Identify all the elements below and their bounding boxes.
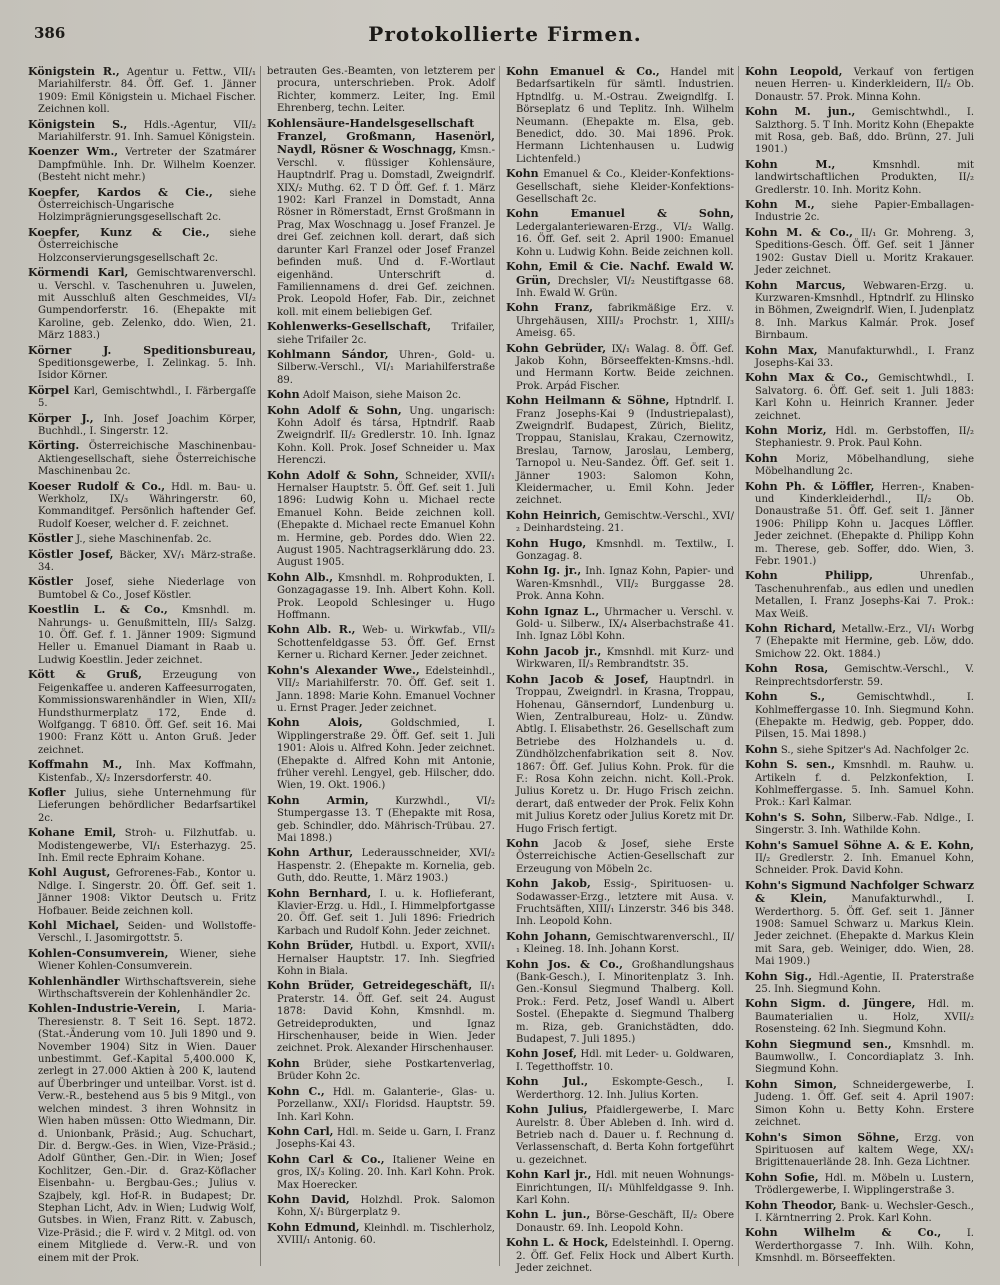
directory-entry [267,118,495,320]
firm-name: Kohl Michael, [28,919,120,932]
firm-details: Edelsteinhdl., VII/₂ Mariahilferstr. 70. Öff. Gef. seit 1. Jann. 1898: Marie Kohn. Emanuel Vochner u. Ernst Prager. Jeder zeichnet. [277,665,495,714]
firm-details: Kmsn.-Verschl. v. flüssiger Kohlensäure, Hauptndrlf. Prag u. Domstadl, Zweigndrlf. XIX/₂ Muthg. 62. T D Öff. Gef. f. 1. März 1902: Karl Franzel in Domstadt, Anna Rösner in Römerstadt, Ernst Großmann in Prag, Max Woschnagg u. Josef Franzel. Je drei Gef. zeichnen koll. derart, daß sich darunter Karl Franzel oder Josef Franzel befinden muß. Und d. F.-Wortlaut eigenhänd. Unterschrift d. Familiennamens d. drei Gef. zeichnen. Prok. Leopold Hofer, Fab. Dir., zeichnet koll. mit einem beliebigen Gef. [277,145,495,318]
firm-name: Kohn Richard, [745,622,837,636]
firm-name: Kohn Rosa, [745,662,829,676]
directory-entry [28,827,256,865]
firm-details: Speditionsgewerbe, I. Zelinkag. 5. Inh. Isidor Körner. [38,357,256,382]
directory-entry [745,1039,974,1077]
firm-details: Agentur u. Fettw., VII/₁ Mariahilferstr. 84. Öff. Gef. 1. Jänner 1909: Emil Königstein u. Michael Fischer. Zeichnen koll. [38,67,256,116]
firm-name: Kohn Karl jr., [506,1168,592,1182]
directory-entry [28,227,256,265]
firm-name: Kohn Jacob & Josef, [506,672,649,686]
directory-entry [745,106,974,157]
directory-entry [745,840,974,878]
directory-entry [267,66,495,116]
firm-details: Bäcker, XV/₁ März-straße. 34. [38,549,256,574]
firm-details: Schneidergewerbe, I. Judeng. 1. Öff. Gef. seit 4. April 1907: Simon Kohn u. Betty Kohn. Erstere zeichnet. [755,1079,974,1129]
firm-name: Koepfer, Kardos & Cie., [28,185,213,199]
firm-details: Josef, siehe Niederlage von Bumtobel & Co., Josef Köstler. [38,577,256,601]
firm-details: Trifailer, siehe Trifailer 2c. [277,322,495,346]
firm-name: Kohn [506,836,539,850]
directory-entry [506,838,734,876]
firm-name: Kohn Alb., [267,570,334,584]
firm-details: Metallw.-Erz., VI/₁ Worbg 7 (Ehepakte mit Hermine, geb. Löw, ddo. Smichow 22. Okt. 1884.) [755,624,974,660]
firm-details: Hdl. m. Galanterie-, Glas- u. Porzellanw., XXI/₁ Floridsd. Hauptstr. 59. Inh. Karl Kohn. [277,1086,495,1123]
firm-details: Gefrorenes-Fab., Kontor u. Ndlge. I. Singerstr. 20. Öff. Gef. seit 1. Jänner 1908: Viktor Deutsch u. Fritz Hofbauer. Beide zeichnen koll. [38,868,256,917]
firm-details: Ung. ungarisch: Kohn Adolf és társa, Hptndrlf. Raab Zweigndrlf. II/₂ Gredlerstr. 10. Inh. Ignaz Kohn. Koll. Prok. Josef Schneider u. Max Herenczi. [277,405,495,467]
firm-details: I. u. k. Hoflieferant, Klavier-Erzg. u. Hdl., I. Himmelpfortgasse 20. Öff. Gef. seit 1. Juli 1896: Friedrich Karbach und Rudolf Kohn. Jeder zeichnet. [277,888,495,937]
firm-details: Stroh- u. Filzhutfab. u. Modistengewerbe, VI/₁ Esterhazyg. 25. Inh. Emil recte Ephraim Kohane. [38,828,256,864]
firm-details: Manufakturwhdl., I. Werderthorg. 5. Öff. Gef. seit 1. Jänner 1908: Samuel Schwarz u. Markus Klein. Jeder zeichnet. (Ehepakte d. Markus Klein mit Sara, geb. Weiniger, ddo. Wien, 28. Mai 1909.) [755,894,974,968]
firm-details: Jacob & Josef, siehe Erste Österreichische Actien-Gesellschaft zur Erzeugung von Möbeln 2c. [516,838,734,875]
directory-entry [506,168,734,206]
firm-name: Kohn Carl, [267,1124,334,1138]
firm-details: Lederausschneider, XVI/₂ Haspenstr. 2. (Ehepakte m. Kornelia, geb. Guth, ddo. Reutte, 1. März 1903.) [277,848,495,885]
directory-entry [28,576,256,602]
firm-name: Kohn Brüder, [267,939,354,953]
running-head-title: Protokollierte Firmen. [368,22,642,46]
directory-entry [28,187,256,225]
firm-details: Vertreter der Szatmárer Dampfmühle. Inh. Dr. Wilhelm Koenzer. (Besteht nicht mehr.) [38,147,256,184]
firm-name: Kohn's Samuel Söhne A. & E. Kohn, [745,838,974,852]
firm-details: Karl, Gemischtwhdl., I. Färbergaſſe 5. [38,385,256,410]
firm-details: Uhrenfab., Taschenuhrenfab., aus edlen und unedlen Metallen, I. Franz Josephs-Kai 7. Prok.: Max Weiß. [755,571,974,620]
firm-name: Kohn S. sen., [745,758,836,772]
firm-details: Hauptndrl. in Troppau, Zweigndrl. in Krasna, Troppau, Hohenau, Gänserndorf, Lundenburg u. Wien, Zentralbureau, Holz- u. Zündw. Abtlg. I. Elisabethstr. 26. Gesellschaft zum Betriebe des Holzhandels u. d. Zündhölzchenfabrikation seit 8. Nov. 1867: Öff. Gef. Julius Kohn. Prok. für die F.: Rosa Kohn zeichn. nicht. Koll.-Prok. Julius Koretz u. Dr. Hugo Frisch zeichn. derart, daß entweder der Prok. Felix Kohn mit Julius Koretz oder Julius Koretz mit Dr. Hugo Frisch fertigt. [516,674,735,835]
firm-details: Adolf Maison, siehe Maison 2c. [302,390,462,402]
firm-details: Emanuel & Co., Kleider-Konfektions-Gesellschaft, siehe Kleider-Konfektions-Gesellschaft 2c. [516,169,734,206]
firm-name: Kohn Adolf & Sohn, [267,403,402,417]
firm-name: Königstein S., [28,117,128,131]
firm-name: Kohn M., [745,157,836,171]
directory-entry [506,302,734,340]
firm-details: Wirthschaftsverein, siehe Wirthschaftsverein der Kohlenhändler 2c. [38,976,256,1001]
directory-entry [745,481,974,569]
directory-entry [506,931,734,957]
firm-name: Kohl August, [28,866,111,880]
firm-details: Kmsnhdl. m. Baumwollw., I. Concordiaplatz 3. Inh. Siegmund Kohn. [755,1039,975,1076]
firm-name: Kohn [267,388,300,402]
firm-name: Kohn Alois, [267,716,363,730]
firm-name: Kohn Franz, [506,301,593,315]
firm-details: Gemischtw.-Verschl., XVI/₂ Deinhardsteing. 21. [516,510,734,535]
directory-entry [745,345,974,371]
firm-name: Koeser Rudolf & Co., [28,479,166,493]
directory-entry [745,425,974,451]
firm-details: Seiden- und Wollstoffe-Verschl., I. Jasomirgottstr. 5. [38,921,256,945]
directory-entry [267,624,495,662]
firm-details: Gemischtwhdl., I. Kohlmeffergasse 10. Inh. Siegmund Kohn. (Ehepakte m. Hedwig, geb. Popper, ddo. Pilsen, 15. Mai 1898.) [755,692,974,741]
directory-entry [506,646,734,672]
firm-name: Kohn Brüder, Getreidegeschäft, [267,979,473,993]
directory-entry [267,940,495,978]
firm-details: Web- u. Wirkwfab., VII/₂ Schottenfeldgasse 53. Öff. Gef. Ernst Kerner u. Richard Kerner. Jeder zeichnet. [277,625,495,662]
directory-entry [506,674,734,836]
directory-entry [745,812,974,838]
directory-entry [745,372,974,423]
firm-name: Kohn L. & Hock, [506,1236,609,1250]
directory-entry [28,948,256,974]
firm-name: Kohn Leopold, [745,65,843,78]
firm-details: Webwaren-Erzg. u. Kurzwaren-Kmsnhdl., Hptndrlf. zu Hlinsko in Böhmen, Zweigndrlf. Wien, I. Judenplatz 8. Inh. Markus Kalmár. Prok. Josef Birnbaum. [755,280,974,342]
firm-details: Inh. Ignaz Kohn, Papier- und Waren-Kmsnhdl., VII/₂ Burggasse 28. Prok. Anna Kohn. [516,566,734,603]
firm-details: Gemischtwhdl., I. Salzthorg. 5. T Inh. Moritz Kohn (Ehepakte mit Rosa, geb. Baß, ddo. Brünn, 27. Juli 1901.) [755,107,974,156]
firm-name: Kohn Moriz, [745,423,827,437]
directory-entry [745,159,974,197]
firm-name: Kohn Josef, [506,1047,577,1061]
firm-details: Kmsnhdl. m. Rauhw. u. Artikeln f. d. Pelzkonfektion, I. Kohlmeffergasse. 5. Inh. Samuel Kohn. Prok.: Karl Kalmar. [755,760,974,809]
firm-details: Handel mit Bedarfsartikeln für sämtl. Industrien. Hptndlfg. u. M.-Ostrau. Zweigndlfg. I. Börseplatz 6 und Teplitz. Inh. Wilhelm Neumann. (Ehepakte m. Elsa, geb. Benedict, ddo. 30. Mai 1896. Prok. Hermann Lichtenhausen u. Ludwig Lichtenfeld.) [516,67,734,165]
directory-entry [745,1200,974,1226]
directory-entry [267,795,495,846]
firm-details: Erzg. von Spirituosen auf kaltem Wege, XX/₁ Brigittenauerlände 28. Inh. Geza Lichtner. [755,1132,975,1169]
firm-details: Kmsnhdl. mit Kurz- und Wirkwaren, II/₃ Rembrandtstr. 35. [516,646,734,671]
directory-entry [506,538,734,564]
firm-name: Kohn Jacob jr., [506,644,602,658]
firm-details: Kurzwhdl., VI/₂ Stumpergasse 13. T (Ehepakte mit Rosa, geb. Schindler, ddo. Mährisch-Trübau. 27. Mai 1898.) [277,795,495,844]
firm-name: Kohn's Sigmund Nachfolger Schwarz & Klein, [745,878,974,906]
firm-name: Königstein R., [28,65,120,78]
firm-name: Körpel [28,383,70,397]
column-4 [745,66,978,1266]
firm-details: Manufakturwhdl., I. Franz Josephs-Kai 33. [755,345,974,369]
directory-entry [267,349,495,387]
directory-entry [267,389,495,402]
firm-name: Köstler [28,532,73,546]
column-1 [28,66,261,1266]
directory-entry [506,959,734,1047]
firm-details: Hdl. m. Bau- u. Werkholz, IX/₃ Währingerstr. 60, Kommanditgef. Persönlich haftender Gef. Rudolf Koeser, welcher d. F. zeichnet. [38,481,256,530]
directory-entry [745,998,974,1036]
directory-entry [28,345,256,383]
directory-entry [506,1076,734,1102]
firm-details: II/₂ Gredlerstr. 2. Inh. Emanuel Kohn, Schneider. Prok. David Kohn. [755,852,974,877]
firm-details: Hdl. m. Seide u. Garn, I. Franz Josephs-Kai 43. [277,1126,495,1151]
firm-details: Uhren-, Gold- u. Silberw.-Verschl., VI/₁ Mariahilferstraße 89. [277,349,495,386]
firm-details: Pfaidlergewerbe, I. Marc Aurelstr. 8. Über Ableben d. Inh. wird d. Betrieb nach d. Dauer u. f. Rechnung d. Verlassenschaft, d. Berta Kohn fortgeführt u. gezeichnet. [516,1105,734,1166]
firm-details: Gemischtwarenverschl. u. Verschl. v. Taschenuhren u. Juwelen, mit Ausschluß alten Geschmeides, VI/₂ Gumpendorferstr. 16. (Ehepakte mit Karoline, geb. Zelenko, ddo. Wien, 21. März 1883.) [38,268,256,342]
firm-name: Kohn Bernhard, [267,886,372,900]
directory-entry [28,440,256,478]
firm-details: II/₁ Praterstr. 14. Öff. Gef. seit 24. August 1878: David Kohn, Kmsnhdl. m. Getreideprodukten, und Ignaz Hirschenhauser, beide in Wien. Jeder zeichnet. Prok. Alexander Hirschenhauser. [277,981,495,1055]
firm-name: Kohn M., [745,198,815,212]
firm-name: Kohn Hugo, [506,536,587,550]
firm-details: S., siehe Spitzer's Ad. Nachfolger 2c. [780,744,970,756]
directory-entry [267,717,495,792]
directory-entry [267,1154,495,1192]
firm-name: Kohn Simon, [745,1077,837,1091]
directory-entry [745,453,974,479]
firm-details: Gemischtwarenverschl., II/₁ Kleineg. 18. Inh. Johann Korst. [516,931,734,956]
directory-entry [506,510,734,536]
directory-entry [745,691,974,742]
firm-details: Hdl. m. Baumaterialien u. Holz, XVII/₂ Rosensteing. 62 Inh. Siegmund Kohn. [755,999,974,1036]
firm-details: Italiener Weine en gros, IX/₃ Koling. 20. Inh. Karl Kohn. Prok. Max Hoerecker. [277,1154,495,1191]
directory-entry [506,1048,734,1074]
firm-name: Kohn M. & Co., [745,225,854,239]
firm-details: Kmsnhdl. mit landwirtschaftlichen Produkten, II/₂ Gredlerstr. 10. Inh. Moritz Kohn. [755,159,974,196]
directory-entry [745,227,974,278]
firm-name: Kohn Julius, [506,1103,588,1117]
firm-details: Edelsteinhdl. I. Operng. 2. Öff. Gef. Felix Hock und Albert Kurth. Jeder zeichnet. [516,1238,734,1274]
firm-details: Börse-Geschäft, II/₂ Obere Donaustr. 69. Inh. Leopold Kohn. [516,1210,734,1234]
firm-name: Kohn Wilhelm & Co., [745,1226,942,1240]
directory-entry [28,604,256,667]
firm-details: Gemischtwhdl., I. Salvatorg. 6. Öff. Gef. seit 1. Juli 1883: Karl Kohn u. Heinrich Kranner. Jeder zeichnet. [755,373,974,422]
firm-details: Verkauf von fertigen neuen Herren- u. Kinderkleidern, II/₂ Ob. Donaustr. 57. Prok. Minna Kohn. [755,67,975,103]
firm-name: Kohlenhändler [28,974,120,988]
firm-name: Kohn's Simon Söhne, [745,1130,900,1144]
firm-details: Erzeugung von Feigenkaffee u. anderen Kaffeesurrogaten, Kommissionswarenhändler in Wien, XII/₂ Hundsthurmerplatz 172, Ende d. Wolfgangg. T 6810. Öff. Gef. seit 16. Mai 1900: Franz Kött u. Anton Gruß. Jeder zeichnet. [38,670,256,756]
directory-entry [506,208,734,259]
directory-entry [506,1209,734,1235]
directory-entry [267,1086,495,1124]
firm-name: Kohn Marcus, [745,278,846,292]
directory-entry [28,1003,256,1265]
firm-name: Kohn's Alexander Wwe., [267,663,420,677]
firm-details: Silberw.-Fab. Ndlge., I. Singerstr. 3. Inh. Wathilde Kohn. [755,812,975,837]
directory-entry [745,623,974,661]
firm-name: Kohn Johann, [506,929,592,943]
directory-entry [745,880,974,969]
directory-entry [745,663,974,689]
firm-details: Hdl.-Agentie, II. Praterstraße 25. Inh. Siegmund Kohn. [755,971,974,996]
directory-entry [745,1079,974,1130]
firm-name: Kohlensäure-Handelsgesellschaft Franzel, Großmann, Hasenörl, Naydl, Rösner & Woschnagg, [267,116,495,157]
firm-details: siehe Österreichische Holzconservierungsgesellschaft 2c. [38,227,256,264]
firm-details: Hutbdl. u. Export, XVII/₁ Hernalser Hauptstr. 17. Inh. Siegfried Kohn in Biala. [277,941,496,978]
directory-entry [28,533,256,546]
firm-details: Uhrmacher u. Verschl. v. Gold- u. Silberw., IX/₄ Alserbachstraße 41. Inh. Ignaz Löbl Kohn. [516,606,734,643]
firm-name: Körmendi Karl, [28,266,129,280]
firm-details: Bank- u. Wechsler-Gesch., I. Kärntnerring 2. Prok. Karl Kohn. [755,1200,974,1224]
directory-entry [506,606,734,644]
firm-details: Inh. Josef Joachim Körper, Buchhdl., I. Singerstr. 12. [38,413,256,437]
firm-details: Drechsler, VI/₂ Neustiftgasse 68. Inh. Ewald W. Grün. [516,275,734,299]
firm-details: Hptndrlf. I. Franz Josephs-Kai 9 (Industriepalast), Zweigndrlf. Budapest, Zürich, Bielitz, Troppau, Stanislau, Krakau, Czernowitz, Breslau, Tarnow, Jaroslau, Lemberg, Tarnopol u. Neu-Sandez. Öff. Gef. seit 1. Jänner 1903: Salomon Kohn, Kleidermacher, u. Emil Kohn. Jeder zeichnet. [516,396,734,507]
firm-name: Kohlen-Industrie-Verein, [28,1002,181,1016]
firm-details: Julius, siehe Unternehmung für Lieferungen behördlicher Bedarfsartikel 2c. [38,787,257,824]
directory-entry [267,1194,495,1220]
firm-details: Gemischtw.-Verschl., V. Reinprechtsdorferstr. 59. [755,664,975,688]
firm-name: Körting. [28,439,80,453]
firm-name: Koenzer Wm., [28,145,119,159]
firm-details: Großhandlungshaus (Bank-Gesch.), I. Minoritenplatz 3. Inh. Gen.-Konsul Siegmund Thalberg. Koll. Prok.: Ferd. Petz, Josef Wandl u. Albert Sostel. (Ehepakte d. Siegmund Thalberg m. Riza, geb. Granichstädten, ddo. Budapest, 7. Juli 1895.) [516,959,734,1046]
firm-details: Schneider, XVII/₁ Hernalser Hauptstr. 5. Öff. Gef. seit 1. Juli 1896: Ludwig Kohn u. Michael recte Emanuel Kohn. Beide zeichnen koll. (Ehepakte d. Michael recte Emanuel Kohn m. Hermine, geb. Pordes ddo. Wien 22. August 1905. Nachtragserklärung ddo. 23. August 1905. [277,470,495,569]
firm-details: Hdls.-Agentur, VII/₂ Mariahilferstr. 91. Inh. Samuel Königstein. [38,119,256,144]
directory-entry [267,980,495,1055]
directory-entry [28,549,256,575]
firm-name: Kohn, Emil & Cie. Nachf. Ewald W. Grün, [506,260,734,287]
firm-details: IX/₁ Walag. 8. Öff. Gef. Jakob Kohn, Börseeffekten-Kmsns.-hdl. und Hermann Kortw. Beide zeichnen. Prok. Arpád Fischer. [516,343,735,392]
directory-entry [745,1132,974,1170]
firm-name: Kohn C., [267,1084,325,1098]
firm-name: Kohn Sigm. d. Jüngere, [745,997,916,1011]
page-number: 386 [34,24,66,42]
firm-details: Eskompte-Gesch., I. Werderthorg. 12. Inh. Julius Korten. [516,1077,734,1101]
directory-entry [28,385,256,411]
firm-details: Moriz, Möbelhandlung, siehe Möbelhandlung 2c. [755,453,974,478]
firm-details: fabrikmäßige Erz. v. Uhrgehäusen, XIII/₃ Prochstr. 1, XIII/₃ Ameisg. 65. [516,303,734,340]
directory-entry [28,867,256,918]
firm-name: Kohn Alb. R., [267,623,356,637]
directory-entry [745,66,974,104]
directory-entry [267,1126,495,1152]
firm-details: Hdl. m. Gerbstoffen, II/₂ Stephaniestr. 9. Prok. Paul Kohn. [755,425,974,450]
directory-entry [28,119,256,145]
firm-name: Kohn Theodor, [745,1198,837,1212]
firm-name: Kohn Max & Co., [745,371,869,385]
firm-details: Hdl. m. Möbeln u. Lustern, Trödlergewerbe, I. Wipplingerstraße 3. [755,1172,974,1197]
firm-name: Kohn Jos. & Co., [506,957,623,971]
directory-entry [745,1227,974,1265]
directory-entry [745,199,974,225]
directory-entry [267,847,495,885]
directory-entry [506,66,734,166]
directory-entry [506,1169,734,1207]
firm-name: Kohn's S. Sohn, [745,810,847,824]
firm-name: Kohn Ignaz L., [506,604,600,618]
directory-entry [745,1172,974,1198]
directory-entry [28,481,256,532]
firm-name: Kohn Emanuel & Sohn, [506,207,734,221]
directory-entry [267,1222,495,1248]
directory-entry [28,787,256,825]
firm-name: Kohn Heinrich, [506,508,601,522]
directory-entry [506,565,734,603]
firm-details: Kmsnhdl. m. Nahrungs- u. Genußmitteln, III/₃ Salzg. 10. Öff. Gef. f. 1. Jänner 1909: Sigmund Heller u. Emanuel Diamant in Raab u. Ludwig Koestlin. Jeder zeichnet. [38,605,256,666]
firm-details: Kleinhdl. m. Tischlerholz, XVIII/₁ Antonig. 60. [277,1222,495,1247]
firm-details: Brüder, siehe Postkartenverlag, Brüder Kohn 2c. [277,1058,495,1083]
firm-name: Koepfer, Kunz & Cie., [28,225,210,239]
firm-details: Kmsnhdl. m. Rohprodukten, I. Gonzagagasse 19. Inh. Albert Kohn. Koll. Prok. Leopold Schlesinger u. Hugo Hoffmann. [277,572,495,622]
firm-name: Kohlenwerks-Gesellschaft, [267,320,432,334]
firm-name: Kohn [745,742,778,756]
directory-entry [28,976,256,1002]
firm-name: Kohn Armin, [267,793,369,807]
directory-entry [28,759,256,785]
directory-entry [28,669,256,757]
directory-entry [506,261,734,300]
directory-entry [267,321,495,347]
directory-entry [745,280,974,343]
firm-name: Kofler [28,785,66,799]
directory-entry [28,66,256,117]
firm-details: siehe Österreichisch-Ungarische Holzimprägnierungsgesellschaft 2c. [38,187,256,224]
directory-entry [745,759,974,810]
firm-details: betrauten Ges.-Beamten, von letzterem per procura, unterschrieben. Prok. Adolf Richter, kommerz. Leiter, Ing. Emil Ehrenberg, techn. Leiter. [267,66,495,115]
directory-entry [267,405,495,468]
firm-name: Kohn Edmund, [267,1220,360,1234]
firm-name: Kohn Jakob, [506,877,591,891]
firm-details: Ledergalanteriewaren-Erzg., VI/₂ Wallg. 16. Öff. Gef. seit 2. April 1900: Emanuel Kohn u. Ludwig Kohn. Beide zeichnen koll. [516,221,734,258]
firm-details: Kmsnhdl. m. Textilw., I. Gonzagag. 8. [516,538,735,563]
firm-name: Kohn Emanuel & Co., [506,65,660,78]
firm-name: Kohn Heilmann & Söhne, [506,394,670,408]
firm-name: Kohlen-Consumverein, [28,946,169,960]
firm-name: Kohn Jul., [506,1075,589,1089]
firm-details: Goldschmied, I. Wipplingerstraße 29. Öff. Gef. seit 1. Juli 1901: Alois u. Alfred Kohn. Jeder zeichnet. (Ehepakte d. Alfred Kohn mit Antonie, früher verehl. Lengyel, geb. Hilscher, ddo. Wien, 19. Okt. 1906.) [277,718,495,792]
firm-name: Kohn Ph. & Löffler, [745,479,875,493]
directory-entry [506,1237,734,1275]
firm-details: Österreichische Maschinenbau-Aktiengesellschaft, siehe Österreichische Maschinenbau 2c. [38,441,256,478]
firm-name: Kohane Emil, [28,826,117,840]
firm-name: Kohn M. jun., [745,105,856,119]
columns-container [28,65,982,1274]
firm-name: Kohn Arthur, [267,846,354,860]
firm-name: Kohn Ig. jr., [506,564,582,578]
directory-entry [28,413,256,439]
directory-entry [745,570,974,621]
firm-details: I. Werderthorgasse 7. Inh. Wilh. Kohn, Kmsnhdl. m. Börseeffekten. [755,1228,974,1265]
firm-name: Kohn [267,1056,300,1070]
directory-entry [745,744,974,757]
firm-name: Kohn [745,451,778,465]
firm-details: Holzhdl. Prok. Salomon Kohn, X/₁ Bürgerplatz 9. [277,1194,495,1219]
directory-entry [745,971,974,997]
firm-name: Koffmahn M., [28,758,123,772]
firm-name: Kohn Carl & Co., [267,1152,385,1166]
directory-entry [267,1058,495,1084]
directory-entry [267,888,495,939]
directory-entry [506,1104,734,1167]
column-3 [506,65,739,1274]
firm-name: Köstler Josef, [28,547,114,561]
directory-entry [506,343,734,394]
firm-name: Kött & Gruß, [28,668,142,682]
firm-name: Kohn David, [267,1192,350,1206]
firm-details: Inh. Max Koffmahn, Kistenfab., X/₂ Inzersdorferstr. 40. [38,760,256,784]
directory-entry [506,395,734,508]
firm-name: Kohn L. jun., [506,1208,591,1222]
directory-entry [506,878,734,929]
firm-name: Körner J. Speditionsbureau, [28,343,256,357]
directory-entry [28,920,256,946]
firm-details: Herren-, Knaben- und Kinderkleiderhdl., II/₂ Ob. Donaustraße 51. Öff. Gef. seit 1. Jänner 1906: Philipp Kohn u. Jacques Löffler. Jeder zeichnet. (Ehepakte d. Philipp Kohn m. Therese, geb. Soffer, ddo. Wien, 3. Febr. 1901.) [755,481,974,568]
firm-name: Kohn Sig., [745,969,813,983]
firm-details: Hdl. mit neuen Wohnungs-Einrichtungen, II/₁ Mühlfeldgasse 9. Inh. Karl Kohn. [516,1170,734,1206]
firm-name: Kohn Sofie, [745,1170,819,1184]
firm-name: Kohn Siegmund sen., [745,1037,892,1051]
firm-details: I. Maria-Theresienstr. 8. T Seit 16. Sept. 1872. (Stat.-Änderung vom 10. Juli 1890 und 9. November 1904) Sitz in Wien. Dauer unbestimmt. Gef.-Kapital 5,400.000 K, zerlegt in 27.000 Aktien à 200 K, lautend auf Überbringer und unteilbar. Vorst. ist d. Verw.-R., bestehend aus 5 bis 9 Mitgl., von welchen mindest. 3 ihren Wohnsitz in Wien haben müssen: Otto Wiedmann, Dir. d. Unionbank, Präsid.; Aug. Schuchart, Dir. d. Bergw.-Ges. in Wien, Vize-Präsid.; Adolf Günther, Gen.-Dir. in Wien; Josef Kochlitzer, Gen.-Dir. d. Graz-Köflacher Eisenbahn- u. Bergbau-Ges.; Julius v. Szajbely, kgl. Hof-R. in Budapest; Dr. Stephan Licht, Adv. in Wien; Ludwig Wolf, Gutsbes. in Wien, Franz Ritt. v. Zabusch, Vize-Präsid.; die F. wird v. 2 Mitgl. od. von einem Mitgliede d. Verw.-R. und von einem mit der Prok. [38,1004,256,1264]
firm-name: Köstler [28,575,73,589]
directory-entry [28,267,256,342]
directory-entry [267,470,495,570]
column-2 [267,66,500,1266]
firm-name: Kohn S., [745,690,826,704]
firm-details: II/₁ Gr. Mohreng. 3, Speditions-Gesch. Öff. Gef. seit 1 Jänner 1902: Gustav Diell u. Moritz Krakauer. Jeder zeichnet. [755,227,975,277]
firm-name: Körper J., [28,411,94,425]
directory-entry [267,665,495,716]
firm-details: Essig-, Spirituosen- u. Sodawasser-Erzg., letztere mit Ausa. v. Fruchtsäften, XIII/₁ Linzerstr. 346 bis 348. Inh. Leopold Kohn. [516,879,734,928]
firm-details: siehe Papier-Emballagen-Industrie 2c. [755,200,974,224]
firm-name: Kohn Adolf & Sohn, [267,468,399,482]
firm-name: Kohn [506,167,539,181]
page-header [28,22,982,52]
firm-details: Hdl. mit Leder- u. Goldwaren, I. Tegetthoffstr. 10. [516,1049,734,1073]
firm-name: Kohn Max, [745,343,818,357]
firm-name: Kohn Philipp, [745,569,873,583]
directory-entry [267,572,495,623]
firm-name: Kohn Gebrüder, [506,341,607,355]
firm-name: Kohlmann Sándor, [267,347,389,361]
directory-entry [28,146,256,184]
firm-details: Wiener, siehe Wiener Kohlen-Consumverein. [38,948,256,973]
firm-name: Koestlin L. & Co., [28,603,168,617]
firm-details: J., siehe Maschinenfab. 2c. [76,534,212,546]
